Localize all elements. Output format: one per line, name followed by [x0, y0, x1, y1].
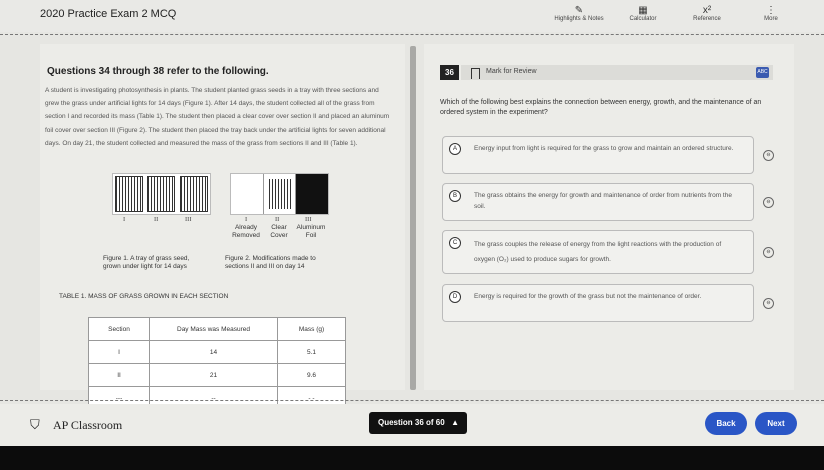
calculator-icon: ▦ [638, 5, 648, 16]
eliminate-a-icon[interactable]: ⊖ [763, 150, 774, 161]
passage-heading: Questions 34 through 38 refer to the following. [47, 66, 269, 77]
next-button[interactable]: Next [755, 412, 797, 435]
tool-label: More [764, 16, 778, 22]
choice-letter: D [449, 291, 461, 303]
reference-icon: x² [702, 5, 712, 16]
table-cell: -- [150, 387, 278, 410]
pane-resize-handle[interactable] [410, 46, 416, 390]
passage-pane [40, 44, 405, 402]
table-row [89, 364, 346, 387]
footer-divider [0, 400, 824, 401]
table-cell: 14 [150, 341, 278, 364]
reference-button[interactable] [682, 5, 732, 22]
calculator-button[interactable] [618, 5, 668, 22]
table-cell: 5.1 [278, 341, 346, 364]
figure-2-sublabel: Clear Cover [270, 224, 288, 239]
brand-name: AP Classroom [53, 418, 123, 432]
more-icon: ⋮ [766, 5, 776, 16]
column-header: Day Mass was Measured [150, 318, 278, 341]
figure-2-image [230, 173, 329, 215]
mass-table [88, 317, 346, 410]
tool-label: Reference [693, 16, 721, 22]
chevron-up-icon: ▲ [451, 418, 459, 427]
choice-text: Energy input from light is required for the grass to grow and maintain an ordered structure. [474, 145, 734, 152]
figure-2-caption: Figure 2. Modifications made to sections II and III on day 14 [225, 255, 316, 270]
top-bar [0, 0, 824, 32]
back-button[interactable]: Back [705, 412, 747, 435]
ap-classroom-logo-icon: ⛉ [30, 417, 40, 432]
answer-choice-d[interactable] [442, 284, 754, 322]
table-cell: --- [89, 387, 150, 410]
choice-text: Energy is required for the growth of the grass but not the maintenance of order. [474, 293, 702, 300]
table-cell: 21 [150, 364, 278, 387]
figure-1-label: III [185, 216, 192, 223]
figure-1-label: I [123, 216, 126, 223]
choice-letter: A [449, 143, 461, 155]
tray-section-clear [264, 174, 297, 214]
table-cell: 9.6 [278, 364, 346, 387]
question-navigator-button[interactable] [369, 412, 467, 434]
toolbar [554, 5, 796, 22]
exam-title: 2020 Practice Exam 2 MCQ [40, 8, 177, 20]
table-row [89, 341, 346, 364]
tool-label: Calculator [629, 16, 657, 22]
tool-label: Highlights & Notes [554, 16, 604, 22]
table-header-row [89, 318, 346, 341]
bookmark-icon[interactable] [471, 68, 480, 79]
table-title: TABLE 1. MASS OF GRASS GROWN IN EACH SECTION [59, 293, 229, 300]
table-cell: I [89, 341, 150, 364]
answer-eliminator-toggle[interactable]: ABC [756, 67, 769, 78]
eliminate-d-icon[interactable]: ⊖ [763, 298, 774, 309]
tray-section-empty [231, 174, 264, 214]
figure-2-label: III [305, 216, 312, 223]
highlights-notes-button[interactable] [554, 5, 604, 22]
figure-2-label: I [245, 216, 248, 223]
mark-for-review-button[interactable]: Mark for Review [486, 68, 537, 75]
table-cell: II [89, 364, 150, 387]
column-header: Section [89, 318, 150, 341]
eliminate-c-icon[interactable]: ⊖ [763, 247, 774, 258]
grass-section [147, 176, 175, 212]
answer-choice-a[interactable] [442, 136, 754, 174]
table-cell: - - [278, 387, 346, 410]
answer-choice-b[interactable] [442, 183, 754, 221]
tray-section-foil [296, 174, 328, 214]
answer-choice-c[interactable] [442, 230, 754, 274]
passage-text: A student is investigating photosynthesis in plants. The student planted grass seeds in a tray with three sections and grew the grass under artificial lights for 14 days (Figure 1). After 14 days, the student collected all of the grass from section I and recorded its mass (Table 1). The student then placed a clear cover over section II and placed an aluminum foil cover over section III (Figure 2). The student then placed the tray back under the artificial lights for seven additional days. On day 21, the student collected and measured the mass of the grass from sections II and III (Table 1). [45, 87, 390, 147]
grass-section [180, 176, 208, 212]
figure-2-sublabel: Already Removed [232, 224, 260, 239]
figure-1-label: II [154, 216, 159, 223]
eliminate-b-icon[interactable]: ⊖ [763, 197, 774, 208]
highlighter-icon: ✎ [574, 5, 584, 16]
choice-text: The grass couples the release of energy from the light reactions with the production of oxygen (O₂) used to produce sugars for growth. [474, 241, 722, 263]
figure-1-image [112, 173, 211, 215]
column-header: Mass (g) [278, 318, 346, 341]
question-stem: Which of the following best explains the connection between energy, growth, and the maintenance of an ordered system in the experiment? [440, 99, 762, 116]
header-divider [0, 34, 824, 35]
choice-text: The grass obtains the energy for growth and maintenance of order from nutrients from the soil. [474, 192, 732, 210]
choice-letter: C [449, 237, 461, 249]
figure-1-caption: Figure 1. A tray of grass seed, grown under light for 14 days [103, 255, 190, 270]
more-button[interactable] [746, 5, 796, 22]
question-nav-label: Question 36 of 60 [378, 418, 445, 427]
footer-bar [0, 404, 824, 446]
grass-section [115, 176, 143, 212]
question-number: 36 [440, 65, 459, 80]
choice-letter: B [449, 190, 461, 202]
figure-2-label: II [275, 216, 280, 223]
question-pane [424, 44, 794, 390]
figure-2-sublabel: Aluminum Foil [296, 224, 326, 239]
